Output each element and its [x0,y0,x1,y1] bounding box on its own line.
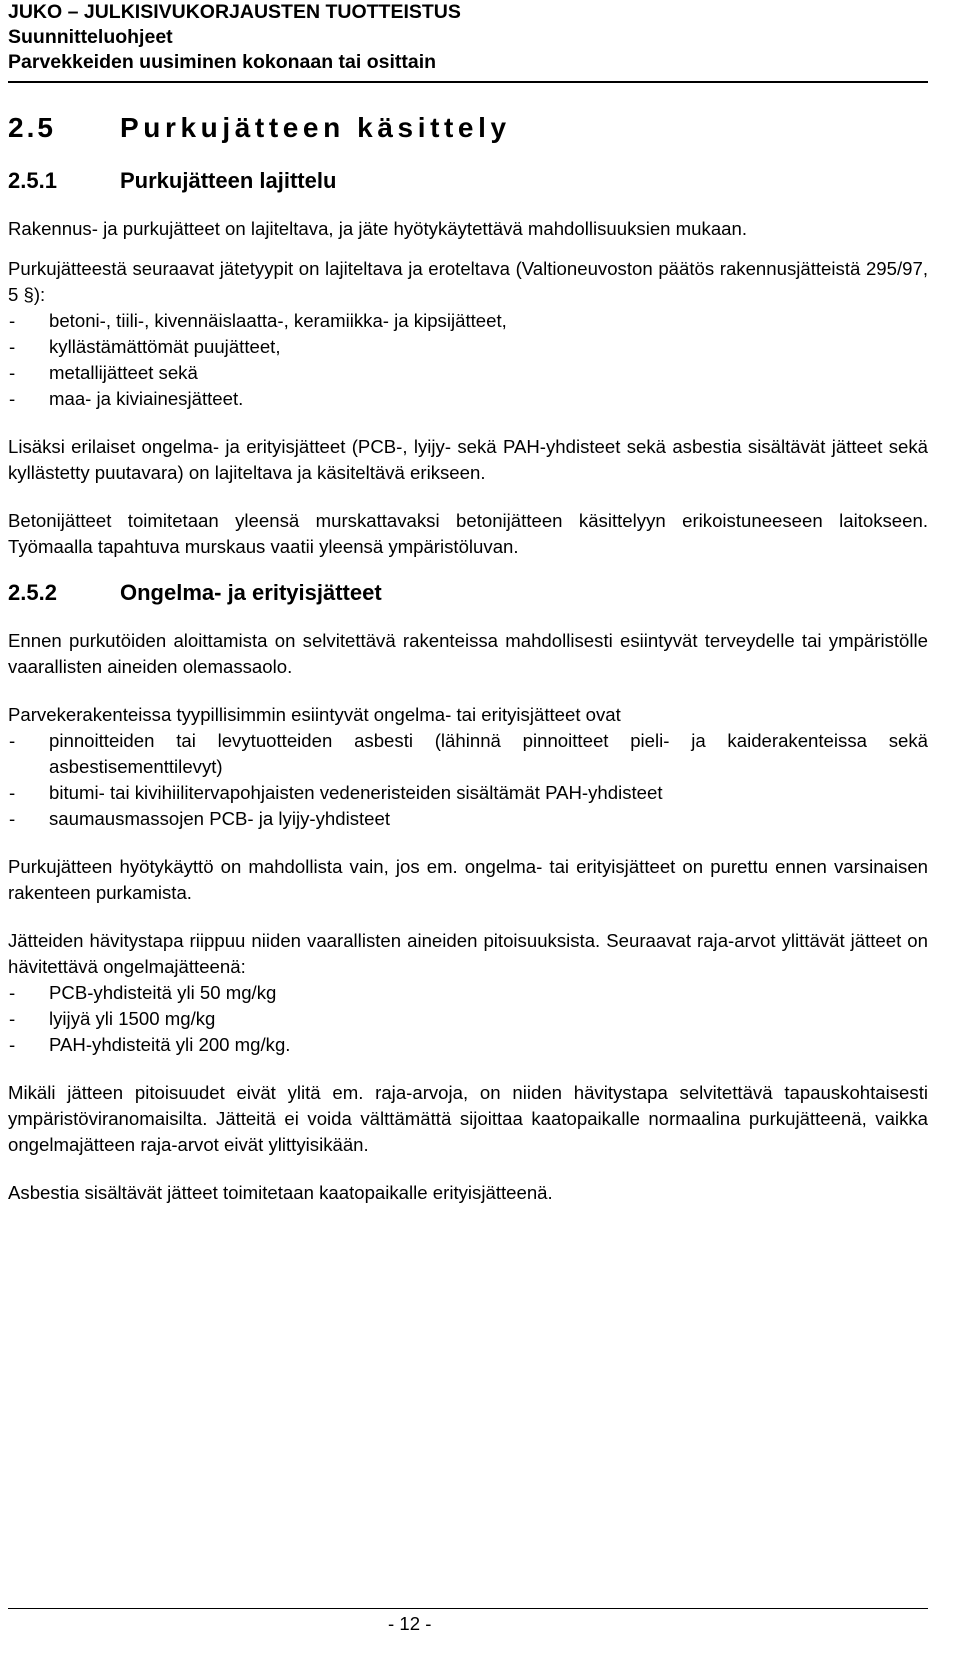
list-item: - bitumi- tai kivihiilitervapohjaisten vedeneristeiden sisältämät PAH-yhdisteet [8,780,928,806]
page-footer [8,1608,928,1634]
paragraph: Jätteiden hävitystapa riippuu niiden vaarallisten aineiden pitoisuuksista. Seuraavat raja-arvot ylittävät jätteet on hävitettävä ongelmajätteenä: [8,930,928,977]
page-number: - 12 - [388,1613,432,1634]
waste-type-list [8,308,928,412]
list-item: - pinnoitteiden tai levytuotteiden asbesti (lähinnä pinnoitteet pieli- ja kaiderakenteissa sekä asbestisementtilevyt) [8,728,928,780]
header-title: JUKO – JULKISIVUKORJAUSTEN TUOTTEISTUS [8,1,461,23]
list-dash: - [9,782,16,803]
subsection-number: 2.5.1 [8,168,57,193]
footer-rule [8,1608,928,1609]
subsection-heading-1 [8,168,928,200]
list-item: - metallijätteet sekä [8,360,928,386]
document-page [8,0,928,1634]
paragraph: Parvekerakenteissa tyypillisimmin esiintyvät ongelma- tai erityisjätteet ovat [8,704,621,725]
paragraph: Purkujätteestä seuraavat jätetyypit on lajiteltava ja eroteltava (Valtioneuvoston päätös rakennusjätteistä 295/97, 5 §): [8,258,928,305]
paragraph: Mikäli jätteen pitoisuudet eivät ylitä em. raja-arvoja, on niiden hävitystapa selvitettävä tapauskohtaisesti ympäristöviranomaisilta. Jätteitä ei voida välttämättä sijoittaa kaatopaikalle normaalina purkujätteenä, vaikka ongelmajätteen raja-arvot eivät ylittyisikään. [8,1082,928,1155]
list-dash: - [9,362,16,383]
paragraph: Betonijätteet toimitetaan yleensä murskattavaksi betonijätteen käsittelyyn erikoistuneeseen laitokseen. Työmaalla tapahtuva murskaus vaatii yleensä ympäristöluvan. [8,510,928,557]
paragraph: Purkujätteen hyötykäyttö on mahdollista vain, jos em. ongelma- tai erityisjätteet on purettu ennen varsinaisen rakenteen purkamista. [8,856,928,903]
list-item: - betoni-, tiili-, kivennäislaatta-, keramiikka- ja kipsijätteet, [8,308,928,334]
list-item: - maa- ja kiviainesjätteet. [8,386,928,412]
list-dash: - [9,808,16,829]
header-subtitle: Suunnitteluohjeet [8,26,173,48]
list-dash: - [9,982,16,1003]
list-item: - PAH-yhdisteitä yli 200 mg/kg. [8,1032,928,1058]
list-dash: - [9,1008,16,1029]
header-rule [8,81,928,86]
subsection-heading-2 [8,580,928,612]
paragraph: Lisäksi erilaiset ongelma- ja erityisjätteet (PCB-, lyijy- sekä PAH-yhdisteet sekä asbestia sisältävät jätteet sekä kyllästetty puutavara) on lajiteltava ja käsiteltävä erikseen. [8,436,928,483]
list-item: - PCB-yhdisteitä yli 50 mg/kg [8,980,928,1006]
list-dash: - [9,388,16,409]
section-heading [8,112,928,150]
list-dash: - [9,310,16,331]
limit-values-list [8,980,928,1058]
list-item: - saumausmassojen PCB- ja lyijy-yhdisteet [8,806,928,832]
paragraph: Rakennus- ja purkujätteet on lajiteltava, ja jäte hyötykäytettävä mahdollisuuksien mukaan. [8,218,748,239]
paragraph: Asbestia sisältävät jätteet toimitetaan kaatopaikalle erityisjätteenä. [8,1182,553,1203]
subsection-title: Purkujätteen lajittelu [120,168,337,193]
list-item: - lyijyä yli 1500 mg/kg [8,1006,928,1032]
section-number: 2.5 [8,112,56,143]
subsection-number: 2.5.2 [8,580,57,605]
list-dash: - [9,730,16,751]
subsection-title: Ongelma- ja erityisjätteet [120,580,382,605]
section-title: Purkujätteen käsittely [120,112,511,143]
hazardous-waste-list [8,728,928,832]
header-document-title: Parvekkeiden uusiminen kokonaan tai osittain [8,51,437,73]
list-dash: - [9,1034,16,1055]
list-dash: - [9,336,16,357]
paragraph: Ennen purkutöiden aloittamista on selvitettävä rakenteissa mahdollisesti esiintyvät terveydelle tai ympäristölle vaarallisten aineiden olemassaolo. [8,630,928,677]
list-item: - kyllästämättömät puujätteet, [8,334,928,360]
